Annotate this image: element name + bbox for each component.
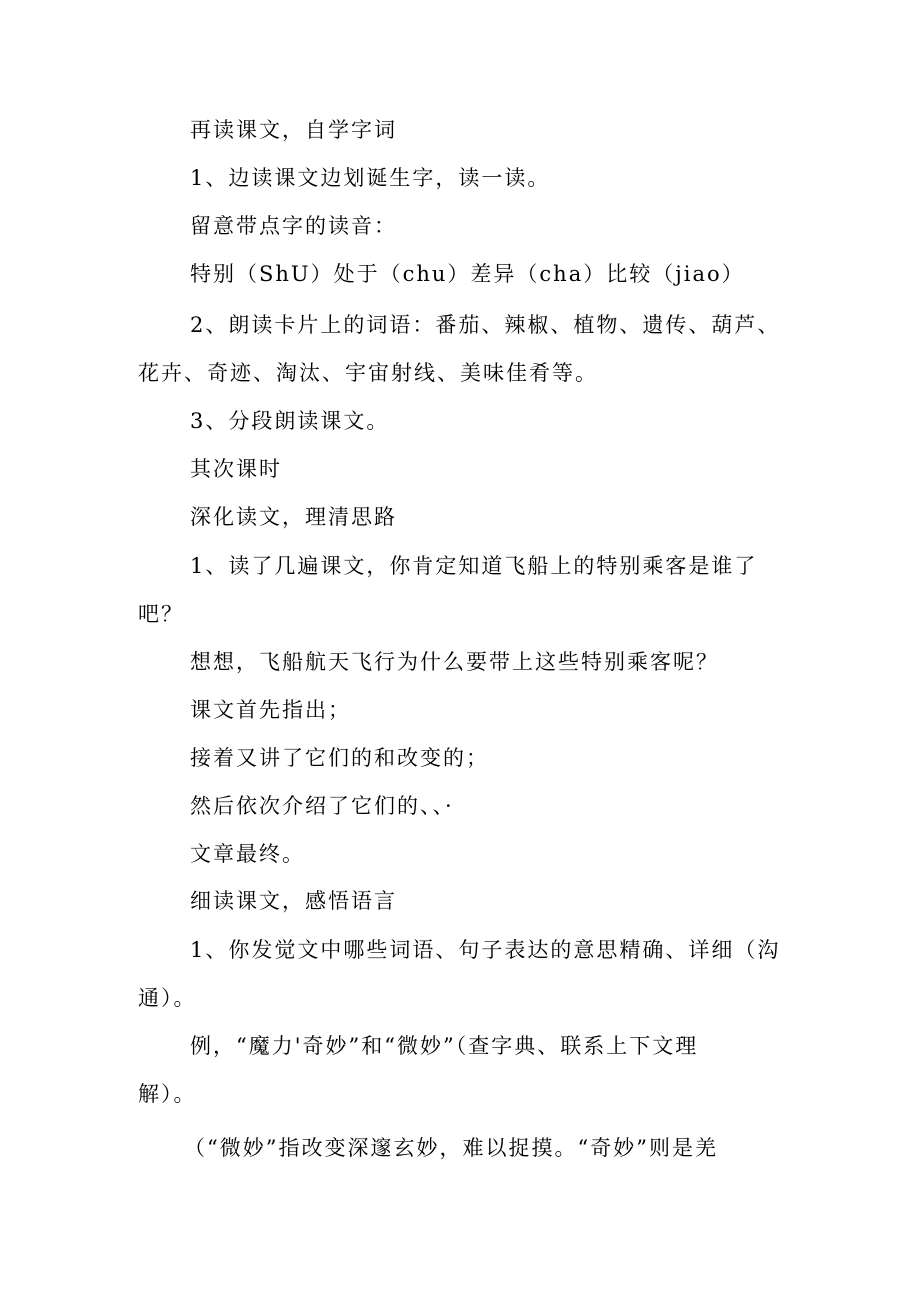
section-heading: 深化读文，理清思路 — [190, 505, 397, 529]
paragraph-continuation-line: 花卉、奇迹、淘汰、宇宙射线、美味佳肴等。 — [138, 361, 598, 385]
paragraph-line: 特别（ShU）处于（chu）差异（cha）比较（jiao） — [190, 262, 745, 286]
paragraph-line: 1、你发觉文中哪些词语、句子表达的意思精确、详细（沟 — [190, 938, 781, 962]
paragraph-continuation-line: 解）。 — [138, 1082, 197, 1106]
paragraph-line: 3、分段朗读课文。 — [190, 409, 390, 433]
paragraph-line: 然后依次介绍了它们的、、· — [190, 794, 454, 818]
paragraph-line: 课文首先指出； — [190, 698, 351, 722]
paragraph-line: 想想，飞船航天飞行为什么要带上这些特别乘客呢？ — [190, 650, 719, 674]
paragraph-line: （“微妙”指改变深邃玄妙，难以捉摸。“奇妙”则是羌 — [184, 1136, 718, 1160]
section-heading: 其次课时 — [190, 457, 282, 481]
heading-reread-text: 再读课文，自学字词 — [190, 118, 397, 142]
paragraph-continuation-line: 吧？ — [138, 602, 184, 626]
section-heading: 细读课文，感悟语言 — [190, 889, 397, 913]
paragraph-line: 留意带点字的读音： — [190, 214, 397, 238]
paragraph-line: 2、朗读卡片上的词语：番茄、辣椒、植物、遗传、葫芦、 — [190, 313, 781, 337]
paragraph-line: 文章最终。 — [190, 842, 305, 866]
paragraph-line: 1、边读课文边划诞生字，读一读。 — [190, 166, 551, 190]
paragraph-line: 例，“魔力'奇妙”和“微妙”（查字典、联系上下文理 — [190, 1034, 699, 1058]
paragraph-line: 1、读了几遍课文，你肯定知道飞船上的特别乘客是谁了 — [190, 554, 758, 578]
paragraph-line: 接着又讲了它们的和改变的； — [190, 746, 489, 770]
paragraph-continuation-line: 通）。 — [138, 986, 197, 1010]
